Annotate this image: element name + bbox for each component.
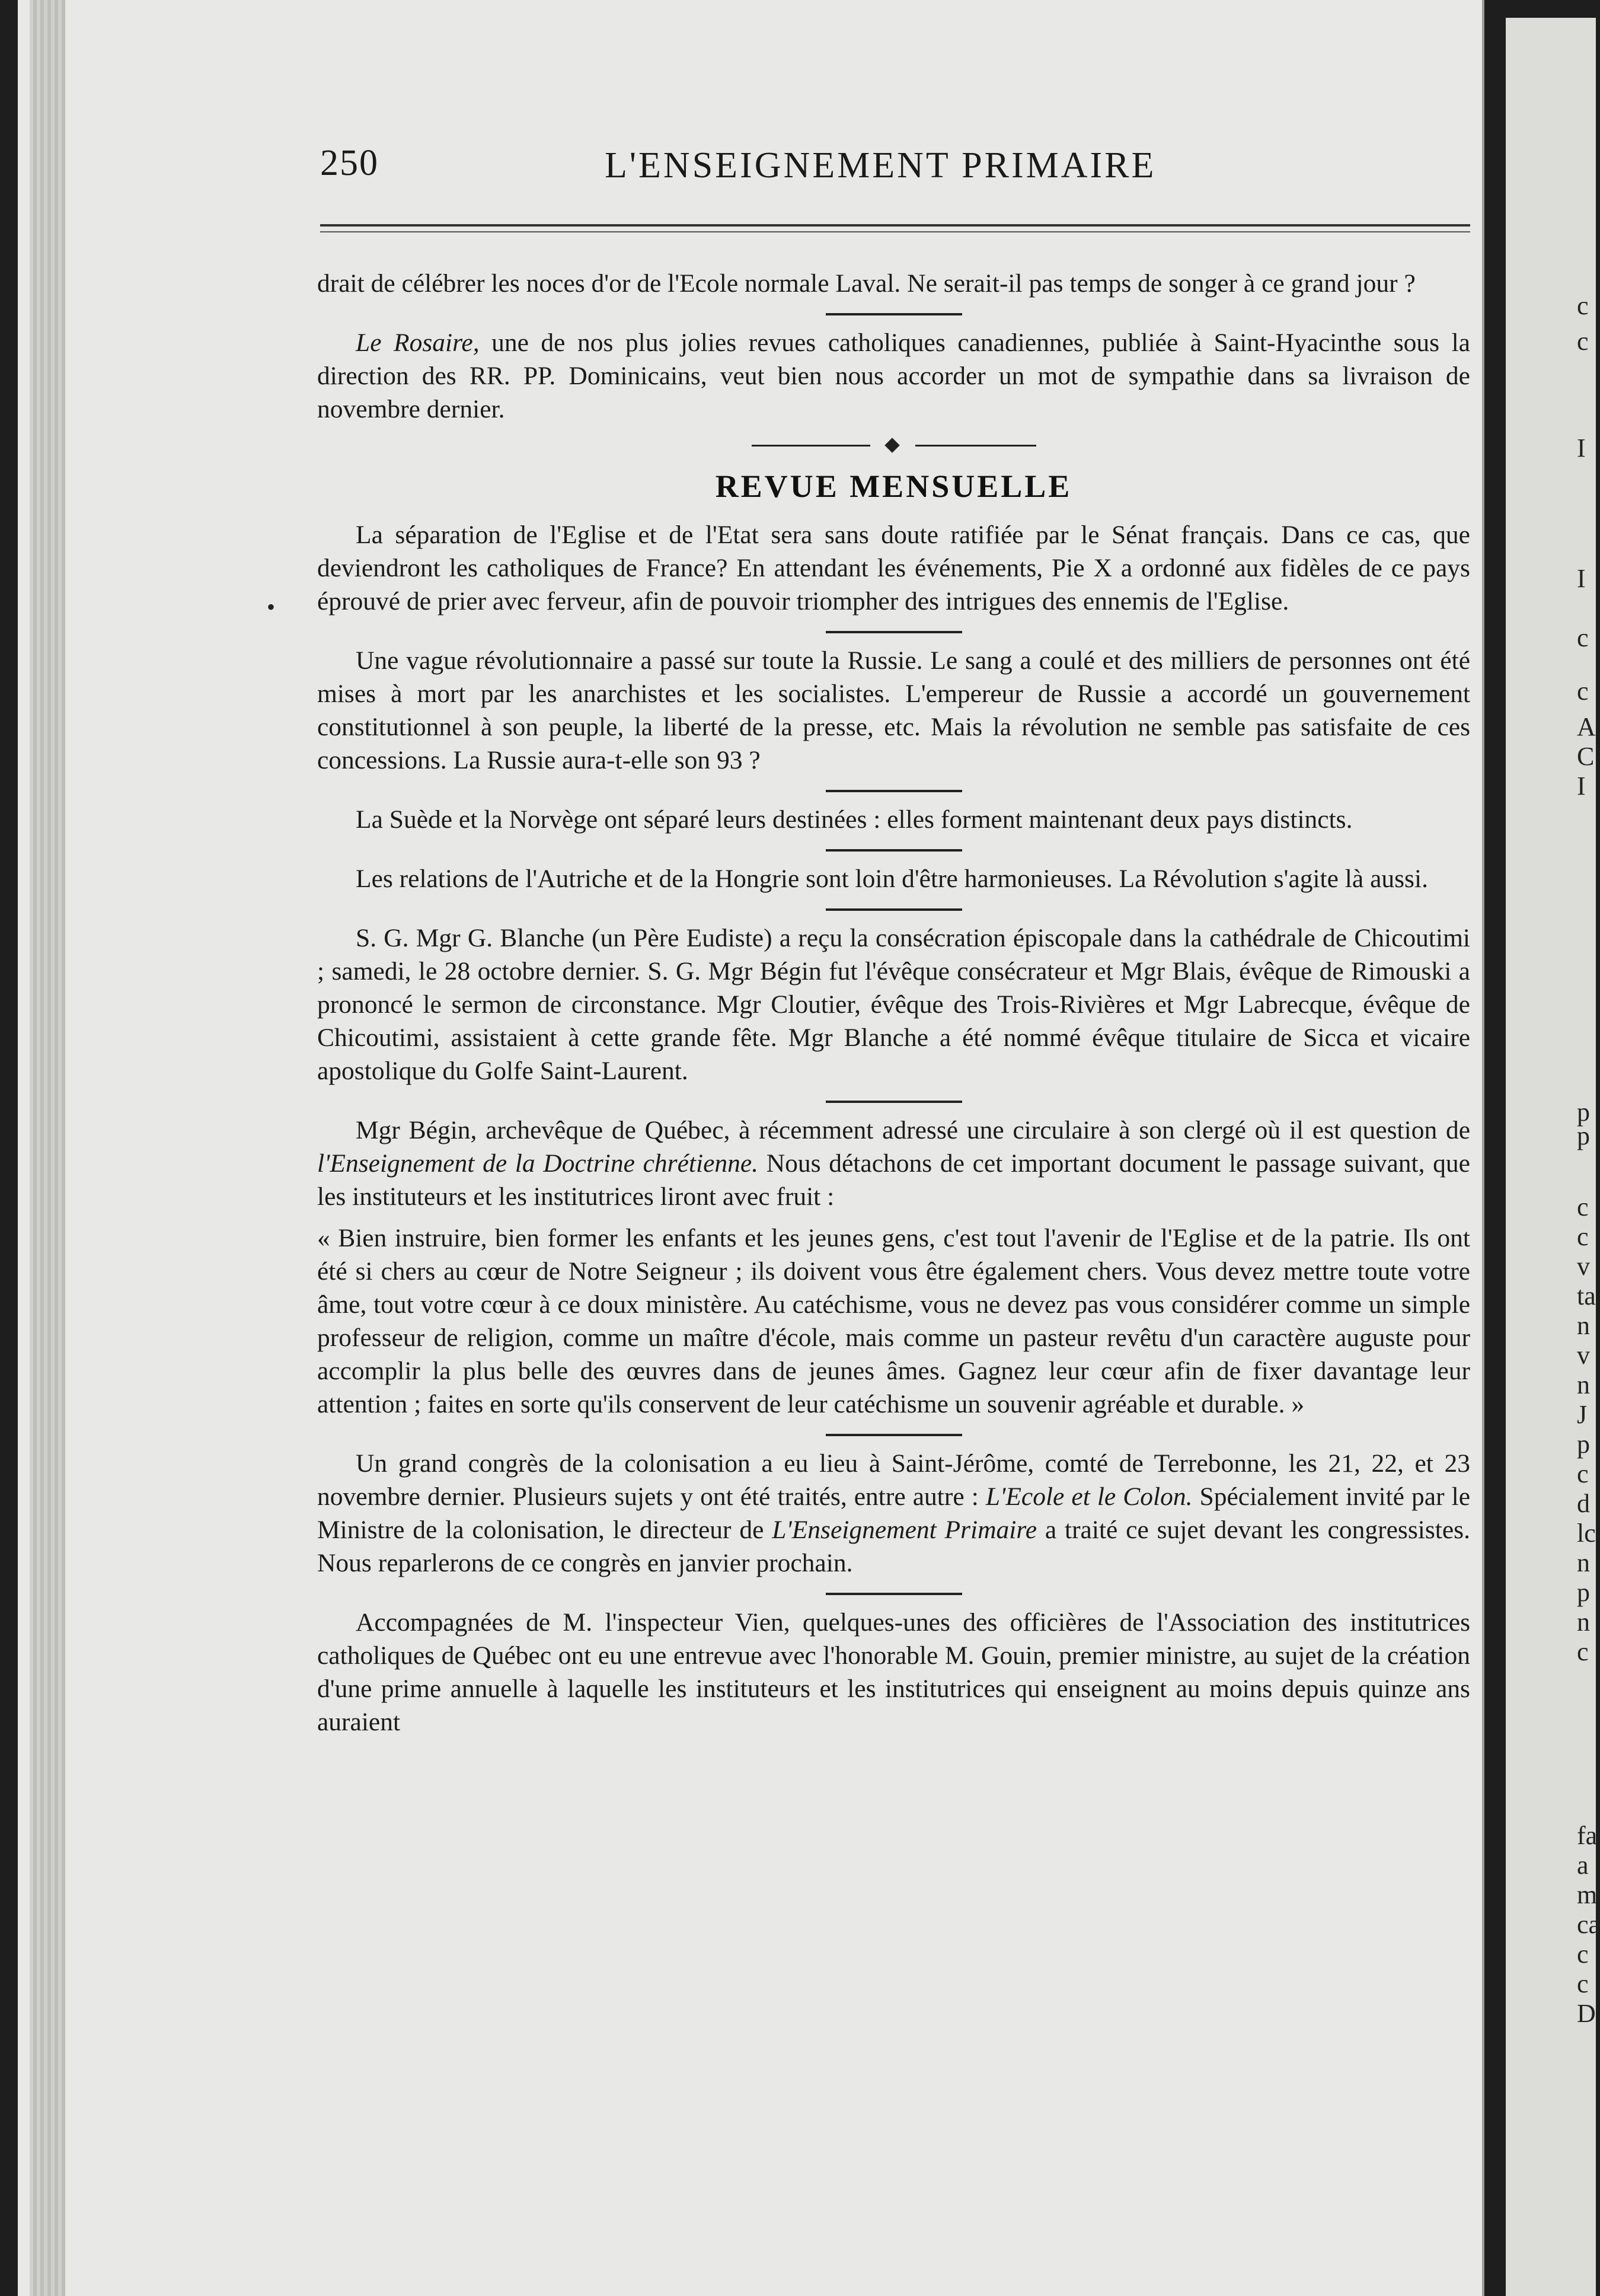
separator-rule — [826, 1434, 962, 1436]
adjacent-page-fragment: d — [1577, 1489, 1590, 1518]
congress-topic: L'Ecole et le Colon. — [985, 1482, 1193, 1511]
circular-text-a: Mgr Bégin, archevêque de Québec, à récemment adressé une circulaire à son clergé où il est question de — [356, 1116, 1470, 1144]
adjacent-page-fragment: c — [1577, 1459, 1589, 1488]
ornament-line-left — [752, 445, 870, 447]
circular-doc-title: l'Enseignement de la Doctrine chrétienne. — [317, 1149, 759, 1178]
ornament-divider — [752, 436, 1036, 454]
adjacent-page-fragment: fa — [1577, 1821, 1598, 1850]
adjacent-page-fragment: lc — [1577, 1519, 1596, 1548]
adjacent-page-fragment: v — [1577, 1252, 1590, 1281]
adjacent-page-fragment: c — [1577, 1222, 1589, 1251]
adjacent-page-fragment: p — [1577, 1578, 1590, 1607]
adjacent-page — [1506, 18, 1600, 2296]
paragraph-congress — [317, 1447, 1470, 1580]
paragraph-separation: La séparation de l'Eglise et de l'Etat sera sans doute ratifiée par le Sénat français. Dans ce cas, que deviendront les catholiques de France? En attendant les événements, Pie X a ordonné aux fidèles de ce pays éprouvé de prier avec ferveur, afin de pouvoir triompher des intrigues des ennemis de l'Eglise. — [317, 521, 1470, 616]
congress-text-a: Un grand congrès de la colonisation a eu lieu à Saint-Jérôme, comté de Terrebonne, les 21, 22, et 23 novembre dernier. Plusieurs sujets y ont été traités, entre autre : — [317, 1449, 1470, 1511]
congress-text-b: Spécialement invité par le Ministre de la colonisation, le directeur de — [317, 1482, 1471, 1544]
adjacent-page-fragment: c — [1577, 1940, 1589, 1969]
adjacent-page-fragment: A — [1577, 712, 1596, 741]
rosaire-title: Le Rosaire, — [356, 329, 480, 357]
adjacent-page-fragment: J — [1577, 1400, 1588, 1429]
rosaire-paragraph — [317, 326, 1470, 426]
adjacent-page-fragment: ca — [1577, 1910, 1600, 1939]
adjacent-page-fragment: c — [1577, 1637, 1589, 1666]
adjacent-page-fragment: n — [1577, 1311, 1590, 1340]
header-rule — [320, 224, 1470, 227]
adjacent-page-fragment: C — [1577, 742, 1595, 771]
adjacent-page-fragment: D — [1577, 1999, 1596, 2028]
adjacent-page-fragment: n — [1577, 1608, 1590, 1637]
circular-text-b: Nous détachons de cet important document le passage suivant, que les instituteurs et les institutrices liront avec fruit : — [317, 1149, 1470, 1211]
adjacent-page-fragment: c — [1577, 623, 1589, 652]
adjacent-page-fragment: n — [1577, 1548, 1590, 1577]
adjacent-page-fragment: ta — [1577, 1281, 1596, 1310]
adjacent-page-fragment: p — [1577, 1098, 1590, 1127]
section-title: REVUE MENSUELLE — [715, 468, 1072, 504]
margin-dot: • — [267, 594, 276, 620]
separator-rule — [826, 849, 962, 852]
adjacent-page-fragment: p — [1577, 1430, 1590, 1459]
adjacent-page-fragment: c — [1577, 1969, 1589, 1998]
adjacent-page-fragment: I — [1577, 433, 1586, 463]
adjacent-page-fragment: I — [1577, 771, 1586, 801]
adjacent-page-fragment: I — [1577, 564, 1586, 593]
article-body — [317, 267, 1470, 1739]
paragraph-begin-circular — [317, 1114, 1470, 1213]
rosaire-text: une de nos plus jolies revues catholiques canadiennes, publiée à Saint-Hyacinthe sous la direction des RR. PP. Dominicains, veut bien nous accorder un mot de sympathie dans sa livraison de novembre dernier. — [317, 329, 1470, 423]
adjacent-page-fragment: c — [1577, 327, 1589, 356]
journal-title: L'ENSEIGNEMENT PRIMAIRE — [605, 145, 1157, 186]
separator-rule — [826, 1593, 962, 1595]
separator-rule — [826, 1101, 962, 1103]
paragraph-blanche: S. G. Mgr G. Blanche (un Père Eudiste) a reçu la consécration épiscopale dans la cathédrale de Chicoutimi ; samedi, le 28 octobre dernier. S. G. Mgr Bégin fut l'évêque consécrateur et Mgr Blais, évêque de Rimouski a prononcé le sermon de circonstance. Mgr Cloutier, évêque des Trois-Rivières et Mgr Labrecque, évêque de Chicoutimi, assistaient à cette grande fête. Mgr Blanche a été nommé évêque titulaire de Sicca et vicaire apostolique du Golfe Saint-Laurent. — [317, 924, 1470, 1085]
adjacent-page-fragment: a — [1577, 1851, 1589, 1880]
congress-text-c: a traité ce sujet devant les congressistes. Nous reparlerons de ce congrès en janvier prochain. — [317, 1516, 1470, 1577]
header-rule-thin — [320, 231, 1470, 232]
adjacent-page-fragment: c — [1577, 291, 1589, 320]
paragraph-austria-hungary: Les relations de l'Autriche et de la Hongrie sont loin d'être harmonieuses. La Révolution s'agite là aussi. — [356, 865, 1428, 893]
separator-rule — [826, 313, 962, 315]
page-number: 250 — [320, 143, 379, 183]
paragraph-russia: Une vague révolutionnaire a passé sur toute la Russie. Le sang a coulé et des milliers de personnes ont été mises à mort par les anarchistes et les socialistes. L'empereur de Russie a accordé un gouvernement constitutionnel à son peuple, la liberté de la presse, etc. Mais la révolution ne semble pas satisfaite de ces concessions. La Russie aura-t-elle son 93 ? — [317, 646, 1470, 774]
circular-quote: « Bien instruire, bien former les enfants et les jeunes gens, c'est tout l'avenir de l'Eglise et de la patrie. Ils ont été si chers au cœur de Notre Seigneur ; ils doivent vous être également chers. Vous devez mettre toute votre âme, tout votre cœur à ce doux ministère. Au catéchisme, vous ne devez pas vous considérer comme un simple professeur de religion, comme un maître d'école, mais comme un pasteur revêtu d'un caractère auguste pour accomplir la plus belle des œuvres dans de jeunes âmes. Gagnez leur cœur afin de fixer davantage leur attention ; faites en sorte qu'ils conservent de leur catéchisme un souvenir agréable et durable. » — [317, 1224, 1470, 1418]
adjacent-page-fragment: c — [1577, 1192, 1589, 1222]
ornament-line-right — [915, 445, 1036, 447]
separator-rule — [826, 631, 962, 633]
running-header — [320, 142, 1470, 196]
adjacent-page-fragment: v — [1577, 1341, 1590, 1370]
adjacent-page-fragment: n — [1577, 1370, 1590, 1399]
ornament-diamond-icon — [884, 438, 899, 452]
separator-rule — [826, 790, 962, 792]
paragraph-association: Accompagnées de M. l'inspecteur Vien, quelques-unes des officières de l'Association des institutrices catholiques de Québec ont eu une entrevue avec l'honorable M. Gouin, premier ministre, au sujet de la création d'une prime annuelle à laquelle les instituteurs et les institutrices qui enseignent au moins depuis quinze ans auraient — [317, 1608, 1470, 1736]
separator-rule — [826, 908, 962, 911]
intro-paragraph: drait de célébrer les noces d'or de l'Ecole normale Laval. Ne serait-il pas temps de songer à ce grand jour ? — [317, 269, 1416, 298]
paragraph-sweden-norway: La Suède et la Norvège ont séparé leurs destinées : elles forment maintenant deux pays distincts. — [356, 805, 1353, 834]
page-edges — [30, 0, 65, 2296]
adjacent-page-fragment: p — [1577, 1121, 1590, 1150]
journal-name-italic: L'Enseignement Primaire — [772, 1516, 1037, 1544]
adjacent-page-fragment: c — [1577, 677, 1589, 706]
adjacent-page-fragment: m — [1577, 1880, 1598, 1909]
